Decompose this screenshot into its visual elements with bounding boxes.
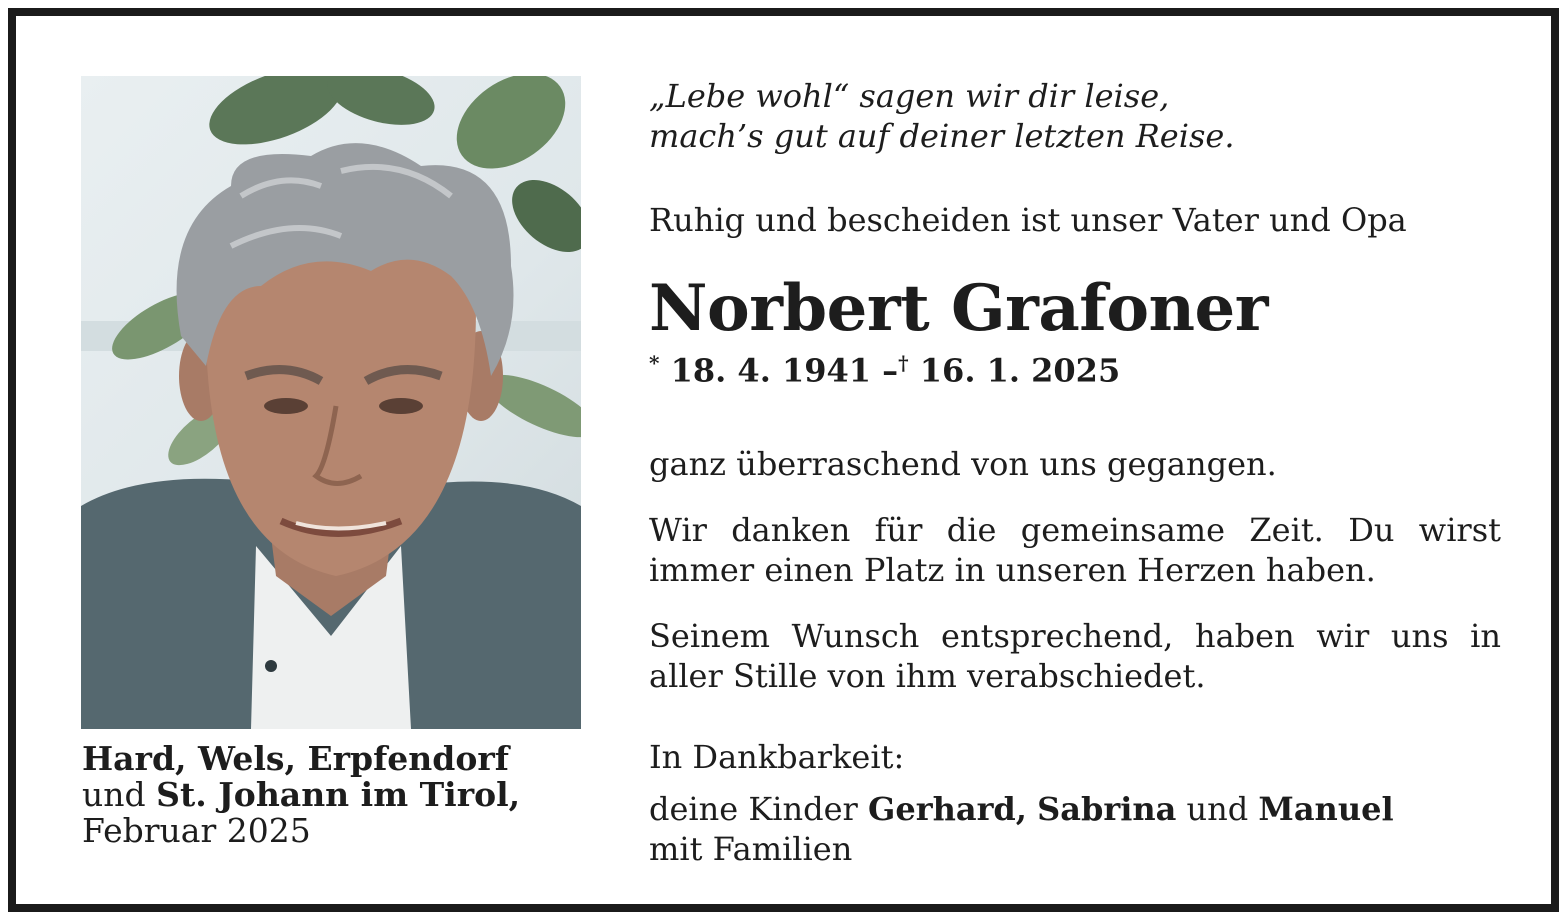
shirt-button bbox=[265, 660, 277, 672]
location-and: und bbox=[82, 775, 146, 814]
location-places: Hard, Wels, Erpfendorf bbox=[82, 739, 509, 778]
family-and: und bbox=[1186, 790, 1249, 828]
family-signature bbox=[649, 789, 1394, 869]
birth-date: 18. 4. 1941 bbox=[670, 351, 872, 390]
location-date: Februar 2025 bbox=[82, 811, 311, 850]
location-block bbox=[82, 741, 520, 849]
obituary-notice bbox=[8, 8, 1559, 912]
family-suffix: mit Familien bbox=[649, 830, 853, 868]
deceased-name: Norbert Grafoner bbox=[649, 271, 1268, 346]
verse bbox=[649, 76, 1501, 156]
intro-text: Ruhig und bescheiden ist unser Vater und Opa bbox=[649, 201, 1407, 239]
paragraph-thanks: Wir danken für die gemeinsame Zeit. Du wirst immer einen Platz in unseren Herzen haben. bbox=[649, 511, 1501, 589]
child-manuel: Manuel bbox=[1258, 790, 1394, 828]
verse-line-1: „Lebe wohl“ sagen wir dir leise, bbox=[649, 77, 1170, 115]
death-date: 16. 1. 2025 bbox=[919, 351, 1121, 390]
child-gerhard: Gerhard, bbox=[868, 790, 1027, 828]
paragraph-passed: ganz überraschend von uns gegangen. bbox=[649, 445, 1277, 483]
birth-symbol: * bbox=[649, 351, 660, 375]
text-column bbox=[649, 76, 1501, 868]
portrait-photo bbox=[81, 76, 581, 729]
gratitude-heading: In Dankbarkeit: bbox=[649, 738, 905, 776]
location-place-stjohann: St. Johann im Tirol, bbox=[156, 775, 521, 814]
life-dates bbox=[649, 351, 1120, 390]
date-separator: – bbox=[882, 351, 899, 390]
death-symbol: † bbox=[898, 351, 909, 375]
child-sabrina: Sabrina bbox=[1037, 790, 1177, 828]
family-prefix: deine Kinder bbox=[649, 790, 858, 828]
verse-line-2: mach’s gut auf deiner letzten Reise. bbox=[649, 117, 1235, 155]
portrait-illustration bbox=[81, 76, 581, 729]
paragraph-farewell: Seinem Wunsch entsprechend, haben wir uns in aller Stille von ihm verabschiedet. bbox=[649, 617, 1501, 695]
